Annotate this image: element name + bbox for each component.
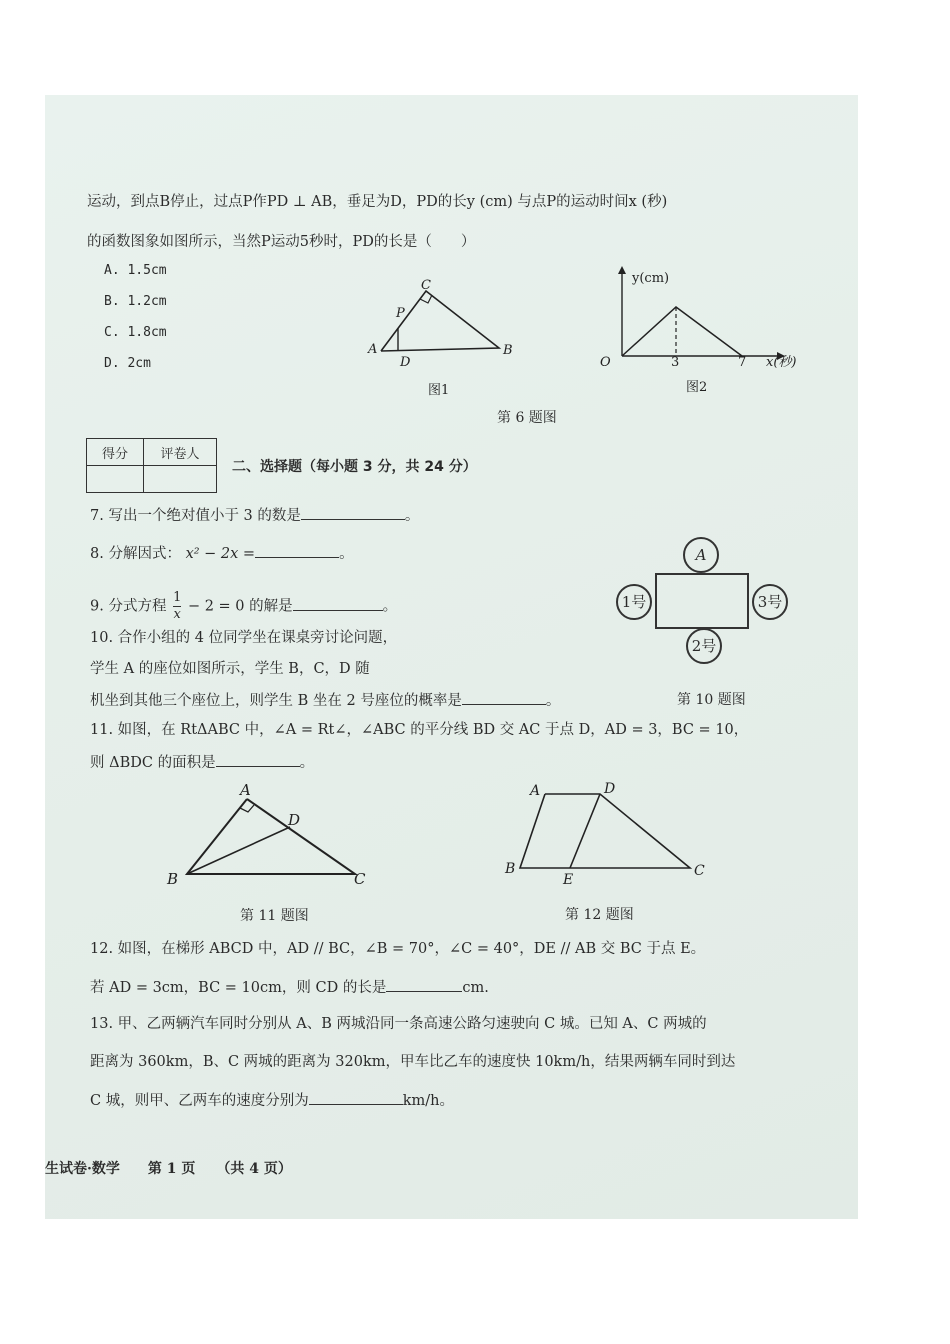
score-table <box>86 438 217 493</box>
q11-line2 <box>90 752 314 773</box>
q12-line2-text: 若 AD = 3cm，BC = 10cm，则 CD 的长是 <box>90 980 387 996</box>
q6-line2: 的函数图象如图所示，当然P运动5秒时，PD的长是（ ） <box>87 234 476 250</box>
q10-line2: 学生 A 的座位如图所示，学生 B，C，D 随 <box>90 661 370 677</box>
q13-line3 <box>90 1090 454 1111</box>
q10-blank <box>462 690 546 705</box>
q13-blank <box>309 1090 403 1105</box>
q10-line3-text: 机坐到其他三个座位上，则学生 B 坐在 2 号座位的概率是 <box>90 693 462 709</box>
q9-expr: − 2 = 0 的解是 <box>187 598 293 615</box>
q6-line1: 运动，到点B停止，过点P作PD ⊥ AB，垂足为D，PD的长y (cm) 与点P的运动时间x (秒) <box>87 194 668 210</box>
q11-line1: 11. 如图，在 RtΔABC 中，∠A = Rt∠，∠ABC 的平分线 BD 交 AC 于点 D，AD = 3，BC = 10， <box>90 722 749 738</box>
fig11-label-d: D <box>288 811 301 829</box>
q13-line2: 距离为 360km，B、C 两城的距离为 320km，甲车比乙车的速度快 10km/h，结果两辆车同时到达 <box>90 1054 736 1070</box>
fig1-label-d: D <box>400 355 411 370</box>
fig12-label-e: E <box>563 872 574 888</box>
q6-option-a: A. 1.5cm <box>104 263 167 278</box>
fig2-tick-3: 3 <box>671 355 680 370</box>
q10-line3 <box>90 690 560 711</box>
q8 <box>90 543 354 564</box>
fig12-label-d: D <box>604 781 616 797</box>
section2-title: 二、选择题（每小题 3 分，共 24 分） <box>232 459 477 475</box>
q13-line3-text: C 城，则甲、乙两车的速度分别为 <box>90 1093 309 1109</box>
grader-label: 评卷人 <box>144 439 217 466</box>
fig2-xlabel: x(秒) <box>766 355 797 370</box>
q9-denominator: x <box>173 607 181 622</box>
fig1-label-a: A <box>368 342 378 357</box>
q12-figure <box>500 778 715 888</box>
q9-text: 9. 分式方程 <box>90 598 167 615</box>
q6-caption: 第 6 题图 <box>497 410 557 426</box>
q10-seat-bottom: 2号 <box>686 628 722 664</box>
fig11-label-c: C <box>354 870 366 888</box>
q9-end: 。 <box>382 598 398 615</box>
fig11-label-b: B <box>167 870 179 888</box>
fig1-label-b: B <box>503 343 513 358</box>
q6-option-c: C. 1.8cm <box>104 325 167 340</box>
fig12-label-b: B <box>505 861 516 877</box>
q7-end: 。 <box>404 508 420 524</box>
q10-seat-right: 3号 <box>752 584 788 620</box>
q10-seat-left: 1号 <box>616 584 652 620</box>
q9-blank <box>293 596 383 611</box>
fig12-label-c: C <box>694 863 705 879</box>
q9-numerator: 1 <box>173 590 182 605</box>
q10-desk <box>655 573 749 629</box>
grader-cell <box>144 466 217 493</box>
q8-end: 。 <box>339 546 354 562</box>
q13-line1: 13. 甲、乙两辆汽车同时分别从 A、B 两城沿同一条高速公路匀速驶向 C 城。已知 A、C 两城的 <box>90 1016 707 1032</box>
fig2-tick-7: 7 <box>738 355 747 370</box>
score-cell <box>87 466 144 493</box>
q12-line1: 12. 如图，在梯形 ABCD 中，AD // BC，∠B = 70°，∠C = 40°，DE // AB 交 BC 于点 E。 <box>90 941 706 957</box>
q11-line2-text: 则 ΔBDC 的面积是 <box>90 755 216 771</box>
q6-figure2 <box>592 262 812 397</box>
q6-option-b: B. 1.2cm <box>104 294 167 309</box>
q11-end: 。 <box>299 755 315 771</box>
fig11-label-a: A <box>240 781 251 799</box>
q12-line2 <box>90 977 489 998</box>
fig1-label-c: C <box>421 278 431 293</box>
q7-blank <box>301 505 405 520</box>
fig2-caption: 图2 <box>686 380 708 395</box>
fig1-label-p: P <box>396 306 405 321</box>
q8-text: 8. 分解因式： <box>90 546 181 562</box>
q7-text: 7. 写出一个绝对值小于 3 的数是 <box>90 508 301 524</box>
fig2-origin: O <box>600 355 611 370</box>
fig2-ylabel: y(cm) <box>632 271 670 286</box>
q10-seat-top: A <box>683 537 719 573</box>
q10-caption: 第 10 题图 <box>677 692 746 708</box>
q12-unit: cm. <box>462 980 489 996</box>
q8-expr: x² − 2x = <box>185 546 256 562</box>
q7 <box>90 505 419 526</box>
q9 <box>90 590 397 623</box>
q11-figure <box>160 778 380 893</box>
q11-blank <box>216 752 300 767</box>
score-label: 得分 <box>87 439 144 466</box>
q10-end: 。 <box>545 693 561 709</box>
q11-caption: 第 11 题图 <box>240 908 309 924</box>
q13-unit: km/h。 <box>402 1093 454 1109</box>
fig1-caption: 图1 <box>428 383 450 398</box>
fig12-label-a: A <box>530 783 541 799</box>
q12-blank <box>386 977 462 992</box>
q6-option-d: D. 2cm <box>104 356 151 371</box>
q10-line1: 10. 合作小组的 4 位同学坐在课桌旁讨论问题， <box>90 630 398 646</box>
q6-figure1 <box>360 275 530 400</box>
q8-blank <box>255 543 339 558</box>
page-footer: 生试卷·数学 第 1 页 （共 4 页） <box>45 1161 292 1177</box>
q12-caption: 第 12 题图 <box>565 907 634 923</box>
